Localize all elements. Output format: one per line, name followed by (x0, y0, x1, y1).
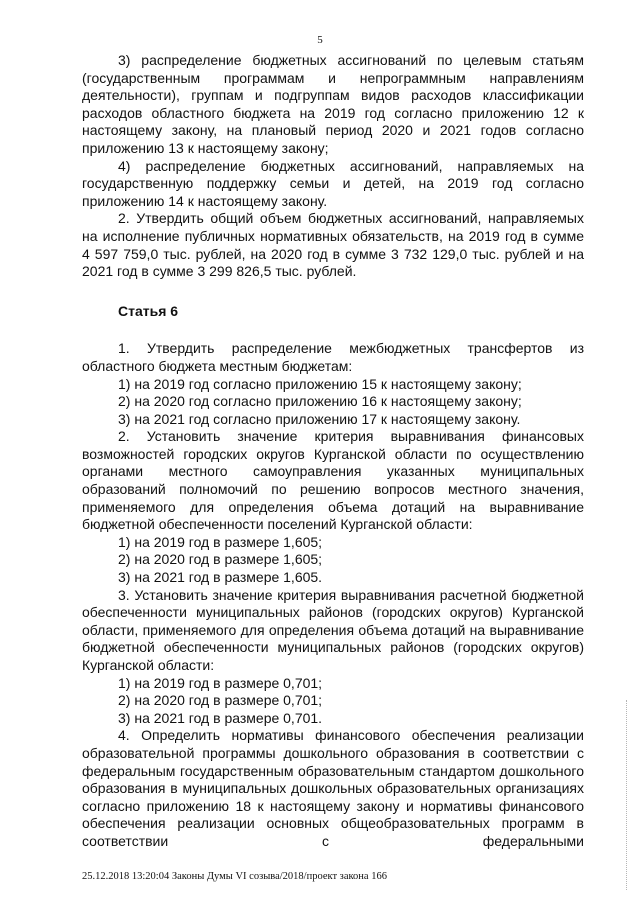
document-body (82, 52, 584, 851)
page-number: 5 (317, 34, 323, 46)
article-point-4: 4. Определить нормативы финансового обеспечения реализации образовательной программы дошкольного образования в соответствии с федеральным государственным образовательным стандартом дошкольного образования в муниципальных дошкольных образовательных организациях согласно приложению 18 к настоящему закону и нормативы финансового обеспечения реализации основных общеобразовательных программ в соответствии с федеральными (82, 727, 584, 849)
paragraph-item-3: 3) распределение бюджетных ассигнований по целевым статьям (государственным программам и непрограммным направлениям деятельности), группам и подгруппам видов расходов классификации расходов областного бюджета на 2019 год согласно приложению 12 к настоящему закону, на плановый период 2020 и 2021 годов согласно приложению 13 к настоящему закону; (82, 52, 584, 156)
list-item: 2) на 2020 год согласно приложению 16 к настоящему закону; (118, 393, 522, 410)
list-item: 3) на 2021 год согласно приложению 17 к настоящему закону. (118, 410, 521, 427)
article-point-3: 3. Установить значение критерия выравнивания расчетной бюджетной обеспеченности муниципальных районов (городских округов) Курганской области, применяемого для определения объема дотаций на выравнивание бюджетной обеспеченности муниципальных районов (городских округов) Курганской области: (82, 586, 584, 673)
paragraph-item-4: 4) распределение бюджетных ассигнований, направляемых на государственную поддержку семьи и детей, на 2019 год согласно приложению 14 к настоящему закону. (82, 157, 584, 209)
list-item: 2) на 2020 год в размере 1,605; (118, 551, 323, 568)
list-item: 1) на 2019 год в размере 1,605; (118, 533, 323, 550)
article-heading: Статья 6 (118, 302, 179, 319)
list-item: 1) на 2019 год согласно приложению 15 к настоящему закону; (118, 375, 522, 392)
document-footer: 25.12.2018 13:20:04 Законы Думы VI созыва/2018/проект закона 166 (82, 871, 387, 882)
list-item: 3) на 2021 год в размере 1,605. (118, 569, 323, 586)
margin-stamp-marks (626, 700, 633, 890)
list-item: 1) на 2019 год в размере 0,701; (118, 674, 323, 691)
list-item: 2) на 2020 год в размере 0,701; (118, 692, 323, 709)
list-item: 3) на 2021 год в размере 0,701. (118, 709, 323, 726)
article-point-2: 2. Установить значение критерия выравнивания финансовых возможностей городских округов Курганской области по осуществлению органами местного самоуправления указанных муниципальных образований полномочий по решению вопросов местного значения, применяемого для определения объема дотаций на выравнивание бюджетной обеспеченности поселений Курганской области: (82, 428, 584, 533)
paragraph-point-2: 2. Утвердить общий объем бюджетных ассигнований, направляемых на исполнение публичных нормативных обязательств, на 2019 год в сумме 4 597 759,0 тыс. рублей, на 2020 год в сумме 3 732 129,0 тыс. рублей и на 2021 год в сумме 3 299 826,5 тыс. рублей. (82, 210, 584, 280)
article-point-1: 1. Утвердить распределение межбюджетных трансфертов из областного бюджета местным бюджетам: (82, 340, 584, 374)
